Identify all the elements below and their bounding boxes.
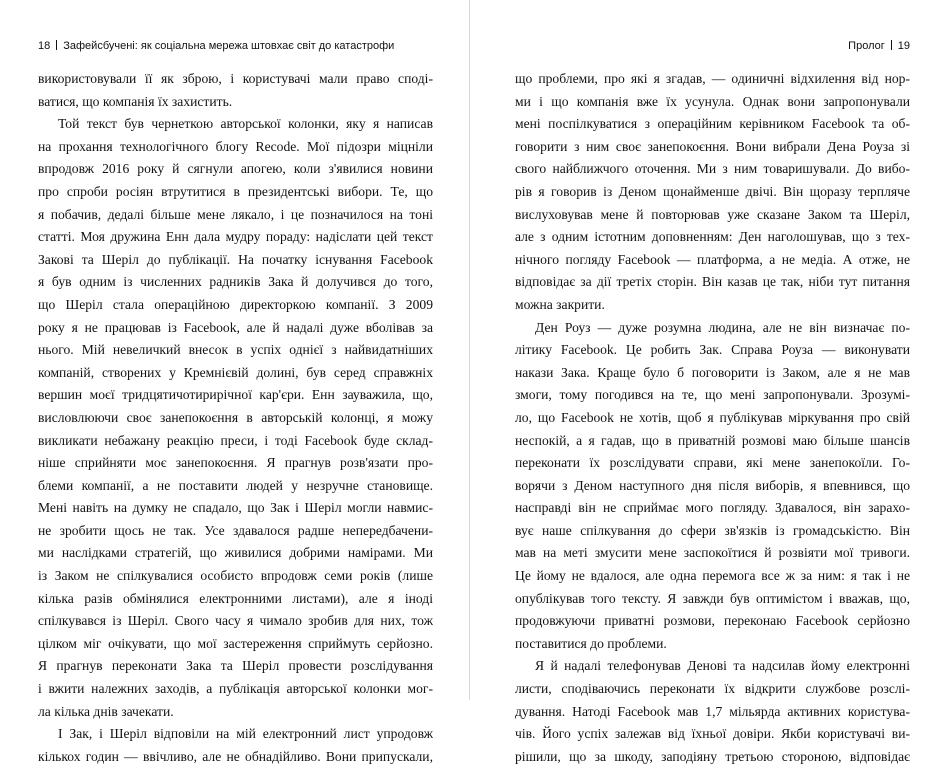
right-running-head: Пролог — [848, 40, 885, 52]
text-line: ворячи з Деном наступного дня після виборів, я впевнився, що — [515, 477, 910, 493]
header-separator — [56, 40, 57, 50]
text-line: але з одним істотним доповненням: Ден наголошував, що з тех- — [515, 229, 910, 245]
text-line: ми наслідками стратегій, що живилися добрими намірами. Ми — [38, 545, 433, 561]
text-line: Це йому не вдалося, але одна перемога все ж за ним: я так і не — [515, 568, 910, 584]
text-line: свого найближчого оточення. Ми з ним товаришували. До вибо- — [515, 161, 910, 177]
text-line: на прохання технологічного блогу Recode. Мої підозри міцніли — [38, 138, 433, 154]
text-line: рішили, що за шкоду, заподіяну третьою стороною, відповідає — [515, 748, 910, 764]
text-line: поставитися до проблеми. — [515, 635, 667, 651]
left-page-header — [38, 40, 433, 56]
text-line: вує наше спілкування до сфери зв'язків із громадськістю. Він — [515, 522, 910, 538]
text-line: ло, що Facebook не хотів, щоб я публікував міркування про свій — [515, 409, 910, 425]
text-line: насправді він не сприймає мого погляду. Здавалося, він зарахо- — [515, 500, 910, 516]
text-line: накази Зака. Краще було б поговорити із Заком, але я не мав — [515, 364, 910, 380]
text-line: змоги, тому погодився на те, що мені запропонували. Зрозумі- — [515, 387, 910, 403]
text-line: переконати їх розслідувати справи, які мене занепокоїли. Го- — [515, 455, 910, 471]
text-line: листи, сподіваючись переконати їх відкрити службове розслі- — [515, 681, 910, 697]
right-page-header — [515, 40, 910, 56]
text-line: говорити з ним своє занепокоєння. Вони вибрали Дена Роуза зі — [515, 138, 910, 154]
text-line: дування. Натоді Facebook мав 1,7 мільярда активних користува- — [515, 703, 910, 719]
text-line: Я прагнув переконати Зака та Шеріл провести розслідування — [38, 658, 433, 674]
text-line: що проблеми, про які я згадав, — одиничні відхилення від нор- — [515, 71, 910, 86]
right-page — [515, 0, 910, 764]
text-line: ла кілька днів зачекати. — [38, 703, 174, 719]
text-line: про спроби росіян втрутитися в президентські вибори. Те, що — [38, 183, 433, 199]
header-separator — [891, 40, 892, 50]
text-line: року я не працював із Facebook, але й надалі дуже вболівав за — [38, 319, 433, 335]
text-line: використовували її як зброю, і користувачі мали право споді- — [38, 71, 433, 86]
text-line: опублікував того тексту. Я завжди був оптимістом і вважав, що, — [515, 590, 910, 606]
text-line: вершин моєї тридцятичотирирічної кар'єри. Енн зауважила, що, — [38, 387, 433, 403]
text-line: неспокій, а я гадав, що в приватній розмові маю більше шансів — [515, 432, 910, 448]
text-line: Ден Роуз — дуже розумна людина, але не він визначає по- — [535, 319, 910, 335]
left-page — [38, 0, 433, 764]
right-page-text — [515, 68, 910, 768]
text-line: продовжуючи приватні розмови, переконаю Facebook серйозно — [515, 613, 910, 629]
text-line: рів я говорив із Деном щонайменше двічі. Він щоразу терпляче — [515, 183, 910, 199]
text-line: відповідає за дії третіх сторін. Він казав це так, ніби тут питання — [515, 274, 910, 290]
text-line: не зробити щось не так. Усе здавалося радше непередбачени- — [38, 522, 433, 538]
text-line: я був одним із численних радників Зака й долучився до того, — [38, 274, 433, 290]
text-line: кілька разів обмінялися електронними листами), але я іноді — [38, 590, 433, 606]
left-page-text — [38, 68, 433, 768]
text-line: блеми компанії, а не поставити людей у незручне становище. — [38, 477, 433, 493]
text-line: вислуховував мене й повторював уже сказане Заком та Шеріл, — [515, 206, 910, 222]
text-line: цілком міг очікувати, що мої застереження сприймуть серйозно. — [38, 635, 433, 651]
text-line: ватися, що компанія їх захистить. — [38, 93, 233, 109]
text-line: Мені навіть на думку не спадало, що Зак і Шеріл могли навмис- — [38, 500, 433, 516]
left-running-head: Зафейсбучені: як соціальна мережа штовхає світ до катастрофи — [63, 40, 395, 52]
text-line: І Зак, і Шеріл відповіли на мій електронний лист упродовж — [58, 726, 433, 742]
text-line: Я й надалі телефонував Денові та надсилав йому електронні — [535, 658, 910, 674]
text-line: кількох годин — ввічливо, але не обнадійливо. Вони припускали, — [38, 748, 433, 764]
page-gutter — [469, 0, 470, 700]
text-line: висловлюючи своє занепокоєння в авторській колонці, я можу — [38, 409, 433, 425]
text-line: викликати небажану реакцію преси, і тоді Facebook буде склад- — [38, 432, 433, 448]
text-line: ніше сприйняти моє занепокоєння. Я прагнув розв'язати про- — [38, 455, 433, 471]
text-line: впродовж 2016 року й сягнули апогею, коли з'явилися новини — [38, 161, 433, 177]
text-line: мав на меті змусити мене заспокоїтися й розвіяти мої тривоги. — [515, 545, 910, 561]
text-line: ми і що компанія вже їх усунула. Однак вони запропонували — [515, 93, 910, 109]
text-line: компаній, створених у Кремнієвій долині, був серед справжніх — [38, 364, 433, 380]
text-line: чів. Його успіх залежав від їхньої довіри. Якби користувачі ви- — [515, 726, 910, 742]
text-line: статті. Моя дружина Енн дала мудру пораду: надіслати цей текст — [38, 229, 433, 245]
text-line: Той текст був чернеткою авторської колонки, яку я написав — [58, 116, 433, 132]
text-line: Закові та Шеріл до публікації. На початку існування Facebook — [38, 251, 433, 267]
text-line: нього. Мій невеличкий внесок в успіх однієї з найвидатніших — [38, 342, 433, 358]
text-line: і вжити належних заходів, а публікація авторської колонки мог- — [38, 681, 433, 697]
left-page-number: 18 — [38, 40, 51, 52]
text-line: літику Facebook. Це робить Зак. Справа Роуза — виконувати — [515, 342, 910, 358]
text-line: із Заком не спілкувалися особисто впродовж семи років (лише — [38, 568, 433, 584]
right-page-number: 19 — [897, 40, 910, 52]
text-line: що Шеріл стала операційною директоркою компанії. З 2009 — [38, 296, 433, 312]
text-line: нічного погляду Facebook — платформа, а не медіа. А отже, не — [515, 251, 910, 267]
text-line: спілкувався із Шеріл. Свого часу я чимало зробив для них, тож — [38, 613, 433, 629]
text-line: мені поспілкуватися з операційним керівником Facebook та об- — [515, 116, 910, 132]
text-line: я побачив, дедалі більше мене лякало, і це позначилося на тоні — [38, 206, 433, 222]
text-line: можна закрити. — [515, 296, 605, 312]
